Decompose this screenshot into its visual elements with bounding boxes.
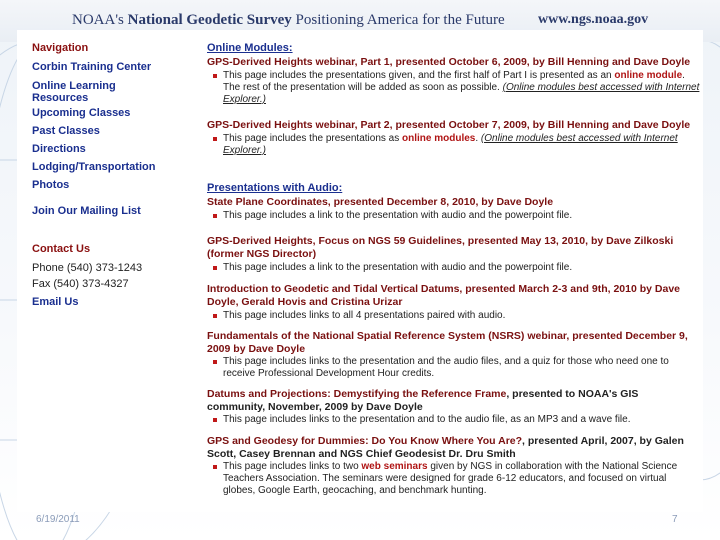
audio-4-bullet: This page includes links to the presentation and the audio files, and a quiz for those who need one to receive Professional Development Hour credits. <box>213 356 701 380</box>
audio-6-title-link[interactable]: GPS and Geodesy for Dummies: Do You Know Where You Are? <box>207 435 523 447</box>
nav-fax: Fax (540) 373-4327 <box>32 278 129 290</box>
nav-contact-us: Contact Us <box>32 243 91 255</box>
audio-6-title <box>207 435 695 461</box>
nav-online-learning[interactable]: Online Learning <box>32 80 116 92</box>
nav-past-classes[interactable]: Past Classes <box>32 125 100 137</box>
audio-1-title[interactable]: State Plane Coordinates, presented December 8, 2010, by Dave Doyle <box>207 196 554 208</box>
nav-lodging-transportation[interactable]: Lodging/Transportation <box>32 161 156 173</box>
banner-org: NOAA's <box>72 12 124 28</box>
nav-directions[interactable]: Directions <box>32 143 86 155</box>
banner-tagline: Positioning America for the Future <box>295 12 505 28</box>
audio-6-title-rest: , presented April, 2007, by Galen Scott, Casey Brennan and NGS Chief Geodesist Dr. Dru Smith <box>207 435 684 460</box>
nav-mailing-list[interactable]: Join Our Mailing List <box>32 205 141 217</box>
audio-2-bullet: This page includes a link to the presentation with audio and the powerpoint file. <box>213 262 701 274</box>
audio-heading: Presentations with Audio: <box>207 182 343 194</box>
web-page <box>17 30 703 512</box>
audio-5-title-link[interactable]: Datums and Projections: Demystifying the Reference Frame <box>207 388 507 400</box>
module-1-note: (Online modules best accessed with Internet Explorer.) <box>223 82 700 105</box>
nav-photos[interactable]: Photos <box>32 179 70 191</box>
module-2-text-b: . <box>475 133 479 144</box>
banner-agency: National Geodetic Survey <box>127 12 292 28</box>
nav-corbin-training-center[interactable]: Corbin Training Center <box>32 61 152 73</box>
audio-3-bullet: This page includes links to all 4 presentations paired with audio. <box>213 310 701 322</box>
audio-3-title[interactable]: Introduction to Geodetic and Tidal Vertical Datums, presented March 2-3 and 9th, 2010 by Dave Doyle, Gerald Hovis and Cristina Urizar <box>207 283 681 308</box>
audio-1-bullet: This page includes a link to the presentation with audio and the powerpoint file. <box>213 210 701 222</box>
audio-4-title[interactable]: Fundamentals of the National Spatial Reference System (NSRS) webinar, presented December 9, 2009 by Dave Doyle <box>207 330 688 355</box>
module-1-online-module-link[interactable]: online module <box>614 70 683 81</box>
audio-6-text: This page includes links to two <box>223 461 359 472</box>
module-2-text: This page includes the presentations as <box>223 133 400 144</box>
audio-6-web-seminars-link[interactable]: web seminars <box>361 461 428 472</box>
slide-date: 6/19/2011 <box>36 514 80 525</box>
module-2-title[interactable]: GPS-Derived Heights webinar, Part 2, presented October 7, 2009, by Bill Henning and Dave Doyle <box>207 119 691 131</box>
module-1-bullet <box>213 70 701 106</box>
banner-title <box>72 12 505 29</box>
module-1-title[interactable]: GPS-Derived Heights webinar, Part 1, presented October 6, 2009, by Bill Henning and Dave Doyle <box>207 56 691 68</box>
audio-5-bullet: This page includes links to the presentation and to the audio file, as an MP3 and a wave file. <box>213 414 701 426</box>
module-1-text: This page includes the presentations given, and the first half of Part I is presented as an <box>223 70 612 81</box>
module-2-online-modules-link[interactable]: online modules <box>402 133 476 144</box>
nav-resources[interactable]: Resources <box>32 92 89 104</box>
audio-6-bullet <box>213 461 701 497</box>
banner-url[interactable]: www.ngs.noaa.gov <box>538 12 649 27</box>
audio-6-text-b: given by NGS in collaboration with the National Science Teachers Association. The seminars were designed for grade 6-12 educators, and focused on virtual globes, Google Earth, geocaching, and benchmark hunting. <box>223 461 678 496</box>
audio-5-title <box>207 388 695 414</box>
audio-5-title-rest: , presented to NOAA's GIS community, November, 2009 by Dave Doyle <box>207 388 639 413</box>
module-1-text-b: . The rest of the presentation will be added as soon as possible. <box>223 70 685 93</box>
nav-email-us[interactable]: Email Us <box>32 296 79 308</box>
online-modules-heading: Online Modules: <box>207 42 293 54</box>
nav-heading: Navigation <box>32 42 89 54</box>
nav-phone: Phone (540) 373-1243 <box>32 262 143 274</box>
slide-number: 7 <box>672 514 678 525</box>
module-2-note: (Online modules best accessed with Internet Explorer.) <box>223 133 678 156</box>
module-2-bullet <box>213 133 701 157</box>
audio-2-title[interactable]: GPS-Derived Heights, Focus on NGS 59 Guidelines, presented May 13, 2010, by Dave Zilkoski (former NGS Director) <box>207 235 674 260</box>
nav-upcoming-classes[interactable]: Upcoming Classes <box>32 107 131 119</box>
